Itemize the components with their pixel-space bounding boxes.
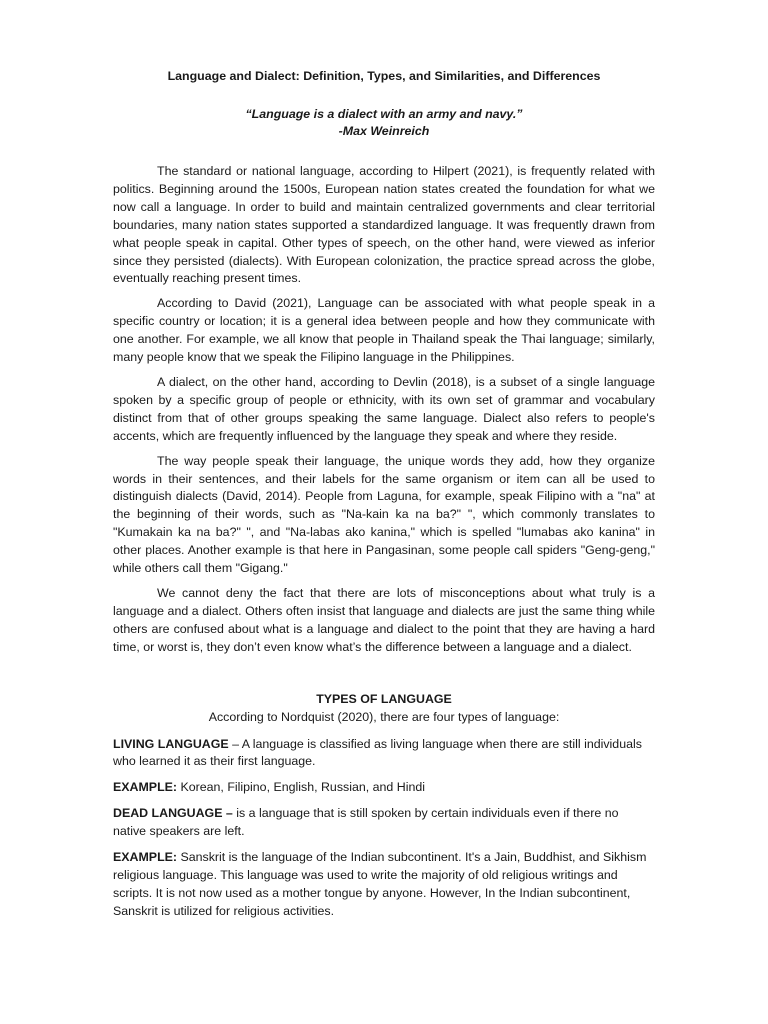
term-living-language: LIVING LANGUAGE (113, 736, 229, 751)
definition-dead-text: is a language that is still spoken by certain individuals even if there no native speakers are left. (113, 806, 619, 839)
example-dead-text: Sanskrit is the language of the Indian subcontinent. It's a Jain, Buddhist, and Sikhism religious language. This language was used to write the majority of old religious writings and scripts. It is not now used as a mother tongue by anyone. However, In the Indian subcontinent, Sanskrit is utilized for religious activities. (113, 850, 647, 918)
example-living-language (113, 779, 655, 797)
term-dead-language: DEAD LANGUAGE – (113, 806, 233, 821)
body-paragraph-5: We cannot deny the fact that there are lots of misconceptions about what truly is a language and a dialect. Others often insist that language and dialects are just the same thing while others are confused about what is a language and dialect to the point that they are having a hard time, or worst is, they don’t even know what’s the difference between a language and a dialect. (113, 585, 655, 654)
definition-living-language (113, 736, 655, 772)
document-title: Language and Dialect: Definition, Types, and Similarities, and Differences (167, 69, 601, 83)
epigraph-quote: “Language is a dialect with an army and navy.” (245, 107, 523, 121)
epigraph-author: -Max Weinreich (338, 124, 430, 138)
section-intro: According to Nordquist (2020), there are four types of language: (208, 709, 560, 724)
example-label: EXAMPLE: (113, 780, 178, 795)
example-label: EXAMPLE: (113, 850, 178, 865)
definition-dead-language (113, 805, 655, 841)
epigraph (113, 106, 655, 140)
body-paragraph-4: The way people speak their language, the unique words they add, how they organize words in their sentences, and their labels for the same organism or item can all be used to distinguish dialects (David, 2014). People from Laguna, for example, speak Filipino with a "na" at the beginning of their words, such as "Na-kain ka na ba?" ", which commonly translates to "Kumakain ka na ba?" ", and "Na-labas ako kanina," which is spelled "lumabas ako kanina" in other places. Another example is that here in Pangasinan, some people call spiders "Geng-geng," while others call them "Gigang." (113, 453, 655, 576)
body-paragraph-1: The standard or national language, according to Hilpert (2021), is frequently related with politics. Beginning around the 1500s, European nation states created the foundation for what we now call a language. In order to build and maintain centralized governments and clear territorial boundaries, many nation states supported a standardized language. It was frequently drawn from what people speak in capital. Other types of speech, on the other hand, were viewed as inferior since they persisted (dialects). With European colonization, the practice spread across the globe, eventually reaching present times. (113, 164, 655, 286)
example-dead-language (113, 849, 655, 921)
example-living-text: Korean, Filipino, English, Russian, and Hindi (177, 780, 425, 795)
body-paragraph-3: A dialect, on the other hand, according to Devlin (2018), is a subset of a single language spoken by a specific group of people or ethnicity, with its own set of grammar and vocabulary distinct from that of other groups speaking the same language. Dialect also refers to people's accents, which are frequently influenced by the language they speak and where they reside. (113, 374, 655, 443)
definition-living-text: – A language is classified as living language when there are still individuals who learned it as their first language. (113, 736, 642, 769)
section-heading-types: TYPES OF LANGUAGE (316, 691, 452, 706)
body-paragraph-2: According to David (2021), Language can be associated with what people speak in a specific country or location; it is a general idea between people and how they communicate with one another. For example, we all know that people in Thailand speak the Thai language; similarly, many people know that we speak the Filipino language in the Philippines. (113, 296, 655, 365)
